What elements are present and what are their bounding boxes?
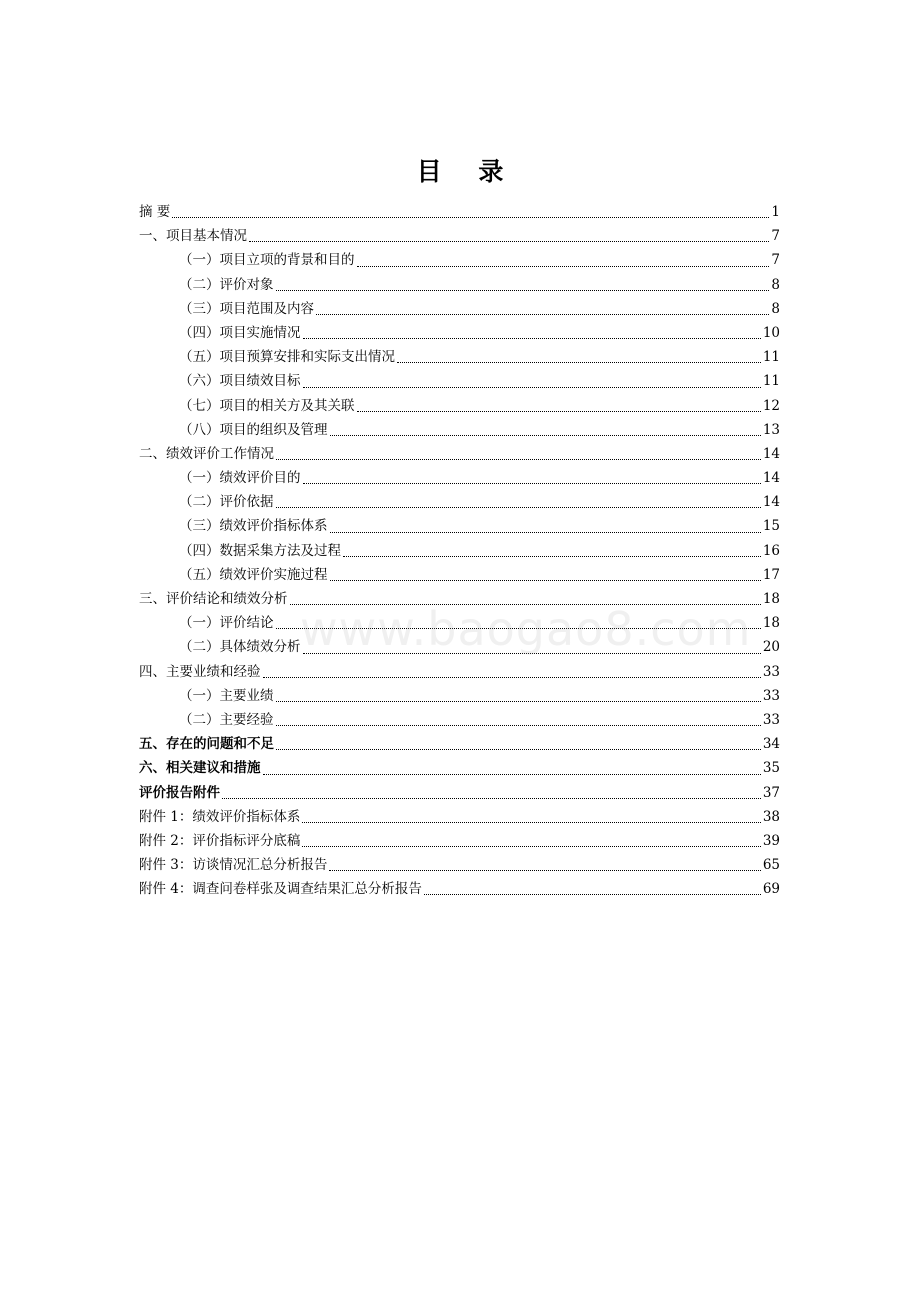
toc-entry-page-number: 37	[762, 784, 780, 801]
toc-dot-leader	[357, 410, 761, 412]
toc-dot-leader	[343, 555, 761, 557]
toc-dot-leader	[303, 386, 761, 388]
toc-entry[interactable]	[139, 732, 780, 756]
toc-dot-leader	[276, 748, 761, 750]
toc-entry-label: 四、主要业绩和经验	[139, 663, 261, 680]
toc-entry-page-number: 11	[762, 349, 780, 366]
toc-entry-page-number: 16	[762, 542, 780, 559]
toc-entry-page-number: 33	[762, 663, 780, 680]
toc-entry-label: （一）绩效评价目的	[179, 470, 301, 487]
toc-dot-leader	[249, 240, 769, 242]
toc-entry-label: 二、绩效评价工作情况	[139, 445, 274, 462]
toc-entry-label: （三）绩效评价指标体系	[179, 518, 328, 535]
toc-dot-leader	[330, 434, 761, 436]
toc-dot-leader	[276, 627, 761, 629]
toc-entry-page-number: 33	[762, 711, 780, 728]
toc-entry[interactable]	[139, 756, 780, 780]
toc-entry-label: （二）具体绩效分析	[179, 639, 301, 656]
page-title: 目 录	[416, 157, 518, 186]
toc-entry-label: （一）评价结论	[179, 615, 274, 632]
toc-entry-label: 评价报告附件	[139, 784, 220, 801]
toc-entry[interactable]	[139, 514, 780, 538]
toc-entry[interactable]	[139, 877, 780, 901]
toc-entry-label: （八）项目的组织及管理	[179, 421, 328, 438]
toc-entry-page-number: 35	[762, 760, 780, 777]
toc-dot-leader	[329, 869, 760, 871]
toc-entry-page-number: 69	[762, 881, 780, 898]
toc-dot-leader	[303, 652, 761, 654]
toc-entry-label: 附件 4：调查问卷样张及调查结果汇总分析报告	[139, 881, 422, 898]
toc-dot-leader	[330, 579, 761, 581]
toc-entry-label: 五、存在的问题和不足	[139, 736, 274, 753]
toc-entry-page-number: 33	[762, 687, 780, 704]
toc-entry-label: 附件 1：绩效评价指标体系	[139, 808, 301, 825]
toc-entry-label: （六）项目绩效目标	[179, 373, 301, 390]
toc-entry-page-number: 15	[762, 518, 780, 535]
toc-entry-page-number: 14	[762, 470, 780, 487]
toc-entry[interactable]	[139, 466, 780, 490]
toc-entry-label: 三、评价结论和绩效分析	[139, 591, 288, 607]
toc-entry-label: （四）项目实施情况	[179, 324, 301, 341]
watermark: www.baogao8.com	[300, 602, 752, 656]
toc-entry-label: （二）评价依据	[179, 494, 274, 511]
toc-entry[interactable]	[139, 635, 780, 659]
toc-entry[interactable]	[139, 418, 780, 442]
toc-entry[interactable]	[139, 248, 780, 272]
toc-dot-leader	[424, 893, 761, 895]
toc-entry-page-number: 20	[762, 639, 780, 656]
toc-entry[interactable]	[139, 563, 780, 587]
toc-dot-leader	[276, 289, 770, 291]
toc-entry[interactable]	[139, 805, 780, 829]
toc-entry-page-number: 11	[762, 373, 780, 390]
toc-entry[interactable]	[139, 781, 780, 805]
toc-entry[interactable]	[139, 684, 780, 708]
toc-dot-leader	[302, 821, 760, 823]
toc-entry[interactable]	[139, 853, 780, 877]
toc-entry-label: （四）数据采集方法及过程	[179, 542, 341, 559]
toc-entry-page-number: 7	[771, 252, 780, 269]
toc-entry-page-number: 17	[762, 566, 780, 583]
toc-dot-leader	[357, 265, 770, 267]
toc-entry-label: 附件 2：评价指标评分底稿	[139, 832, 301, 849]
toc-dot-leader	[172, 216, 769, 218]
toc-entry-page-number: 34	[762, 736, 780, 753]
toc-entry-label: （三）项目范围及内容	[179, 300, 314, 317]
toc-entry-page-number: 65	[762, 857, 780, 874]
toc-entry-page-number: 18	[762, 615, 780, 632]
toc-entry-label: 摘 要	[139, 204, 171, 220]
toc-entry-page-number: 7	[771, 228, 780, 245]
toc-entry-page-number: 18	[762, 591, 780, 607]
toc-entry[interactable]	[139, 297, 780, 321]
toc-entry-page-number: 14	[762, 494, 780, 511]
toc-dot-leader	[303, 337, 761, 339]
toc-entry-page-number: 14	[762, 445, 780, 462]
toc-entry-label: （一）主要业绩	[179, 687, 274, 704]
toc-dot-leader	[316, 313, 769, 315]
toc-entry-page-number: 1	[771, 204, 780, 220]
toc-entry[interactable]	[139, 490, 780, 514]
toc-dot-leader	[263, 676, 761, 678]
toc-dot-leader	[222, 797, 761, 799]
toc-entry[interactable]	[139, 587, 780, 611]
toc-entry-page-number: 38	[762, 808, 780, 825]
toc-entry-label: （二）主要经验	[179, 711, 274, 728]
toc-entry[interactable]	[139, 829, 780, 853]
toc-entry-page-number: 10	[762, 324, 780, 341]
toc-entry[interactable]	[139, 224, 780, 248]
toc-entry-page-number: 8	[771, 276, 780, 293]
toc-dot-leader	[276, 458, 761, 460]
toc-entry-label: （五）项目预算安排和实际支出情况	[179, 349, 395, 366]
toc-entry[interactable]	[139, 539, 780, 563]
toc-entry-label: （二）评价对象	[179, 276, 274, 293]
toc-entry[interactable]	[139, 321, 780, 345]
toc-entry-page-number: 12	[762, 397, 780, 414]
toc-entry-label: 六、相关建议和措施	[139, 760, 261, 777]
toc-entry[interactable]	[139, 442, 780, 466]
toc-entry-label: 附件 3：访谈情况汇总分析报告	[139, 857, 328, 874]
toc-entry-page-number: 39	[762, 832, 780, 849]
toc-entry[interactable]	[139, 660, 780, 684]
toc-entry[interactable]	[139, 369, 780, 393]
toc-entry[interactable]	[139, 273, 780, 297]
toc-dot-leader	[290, 603, 761, 605]
toc-dot-leader	[302, 845, 760, 847]
toc-entry-page-number: 13	[762, 421, 780, 438]
toc-dot-leader	[330, 531, 761, 533]
toc-entry[interactable]	[139, 345, 780, 369]
toc-entry[interactable]	[139, 394, 780, 418]
toc-dot-leader	[276, 724, 761, 726]
toc-entry-label: 一、项目基本情况	[139, 228, 247, 245]
toc-dot-leader	[397, 361, 761, 363]
toc-entry[interactable]	[139, 611, 780, 635]
toc-dot-leader	[276, 700, 761, 702]
toc-entry[interactable]	[139, 708, 780, 732]
toc-entry[interactable]	[139, 200, 780, 224]
toc-dot-leader	[276, 506, 761, 508]
toc-entry-label: （五）绩效评价实施过程	[179, 566, 328, 583]
toc-entry-label: （一）项目立项的背景和目的	[179, 252, 355, 269]
toc-dot-leader	[263, 773, 761, 775]
toc-dot-leader	[303, 482, 761, 484]
toc-entry-label: （七）项目的相关方及其关联	[179, 397, 355, 414]
toc-entry-page-number: 8	[771, 300, 780, 317]
table-of-contents	[139, 200, 780, 901]
